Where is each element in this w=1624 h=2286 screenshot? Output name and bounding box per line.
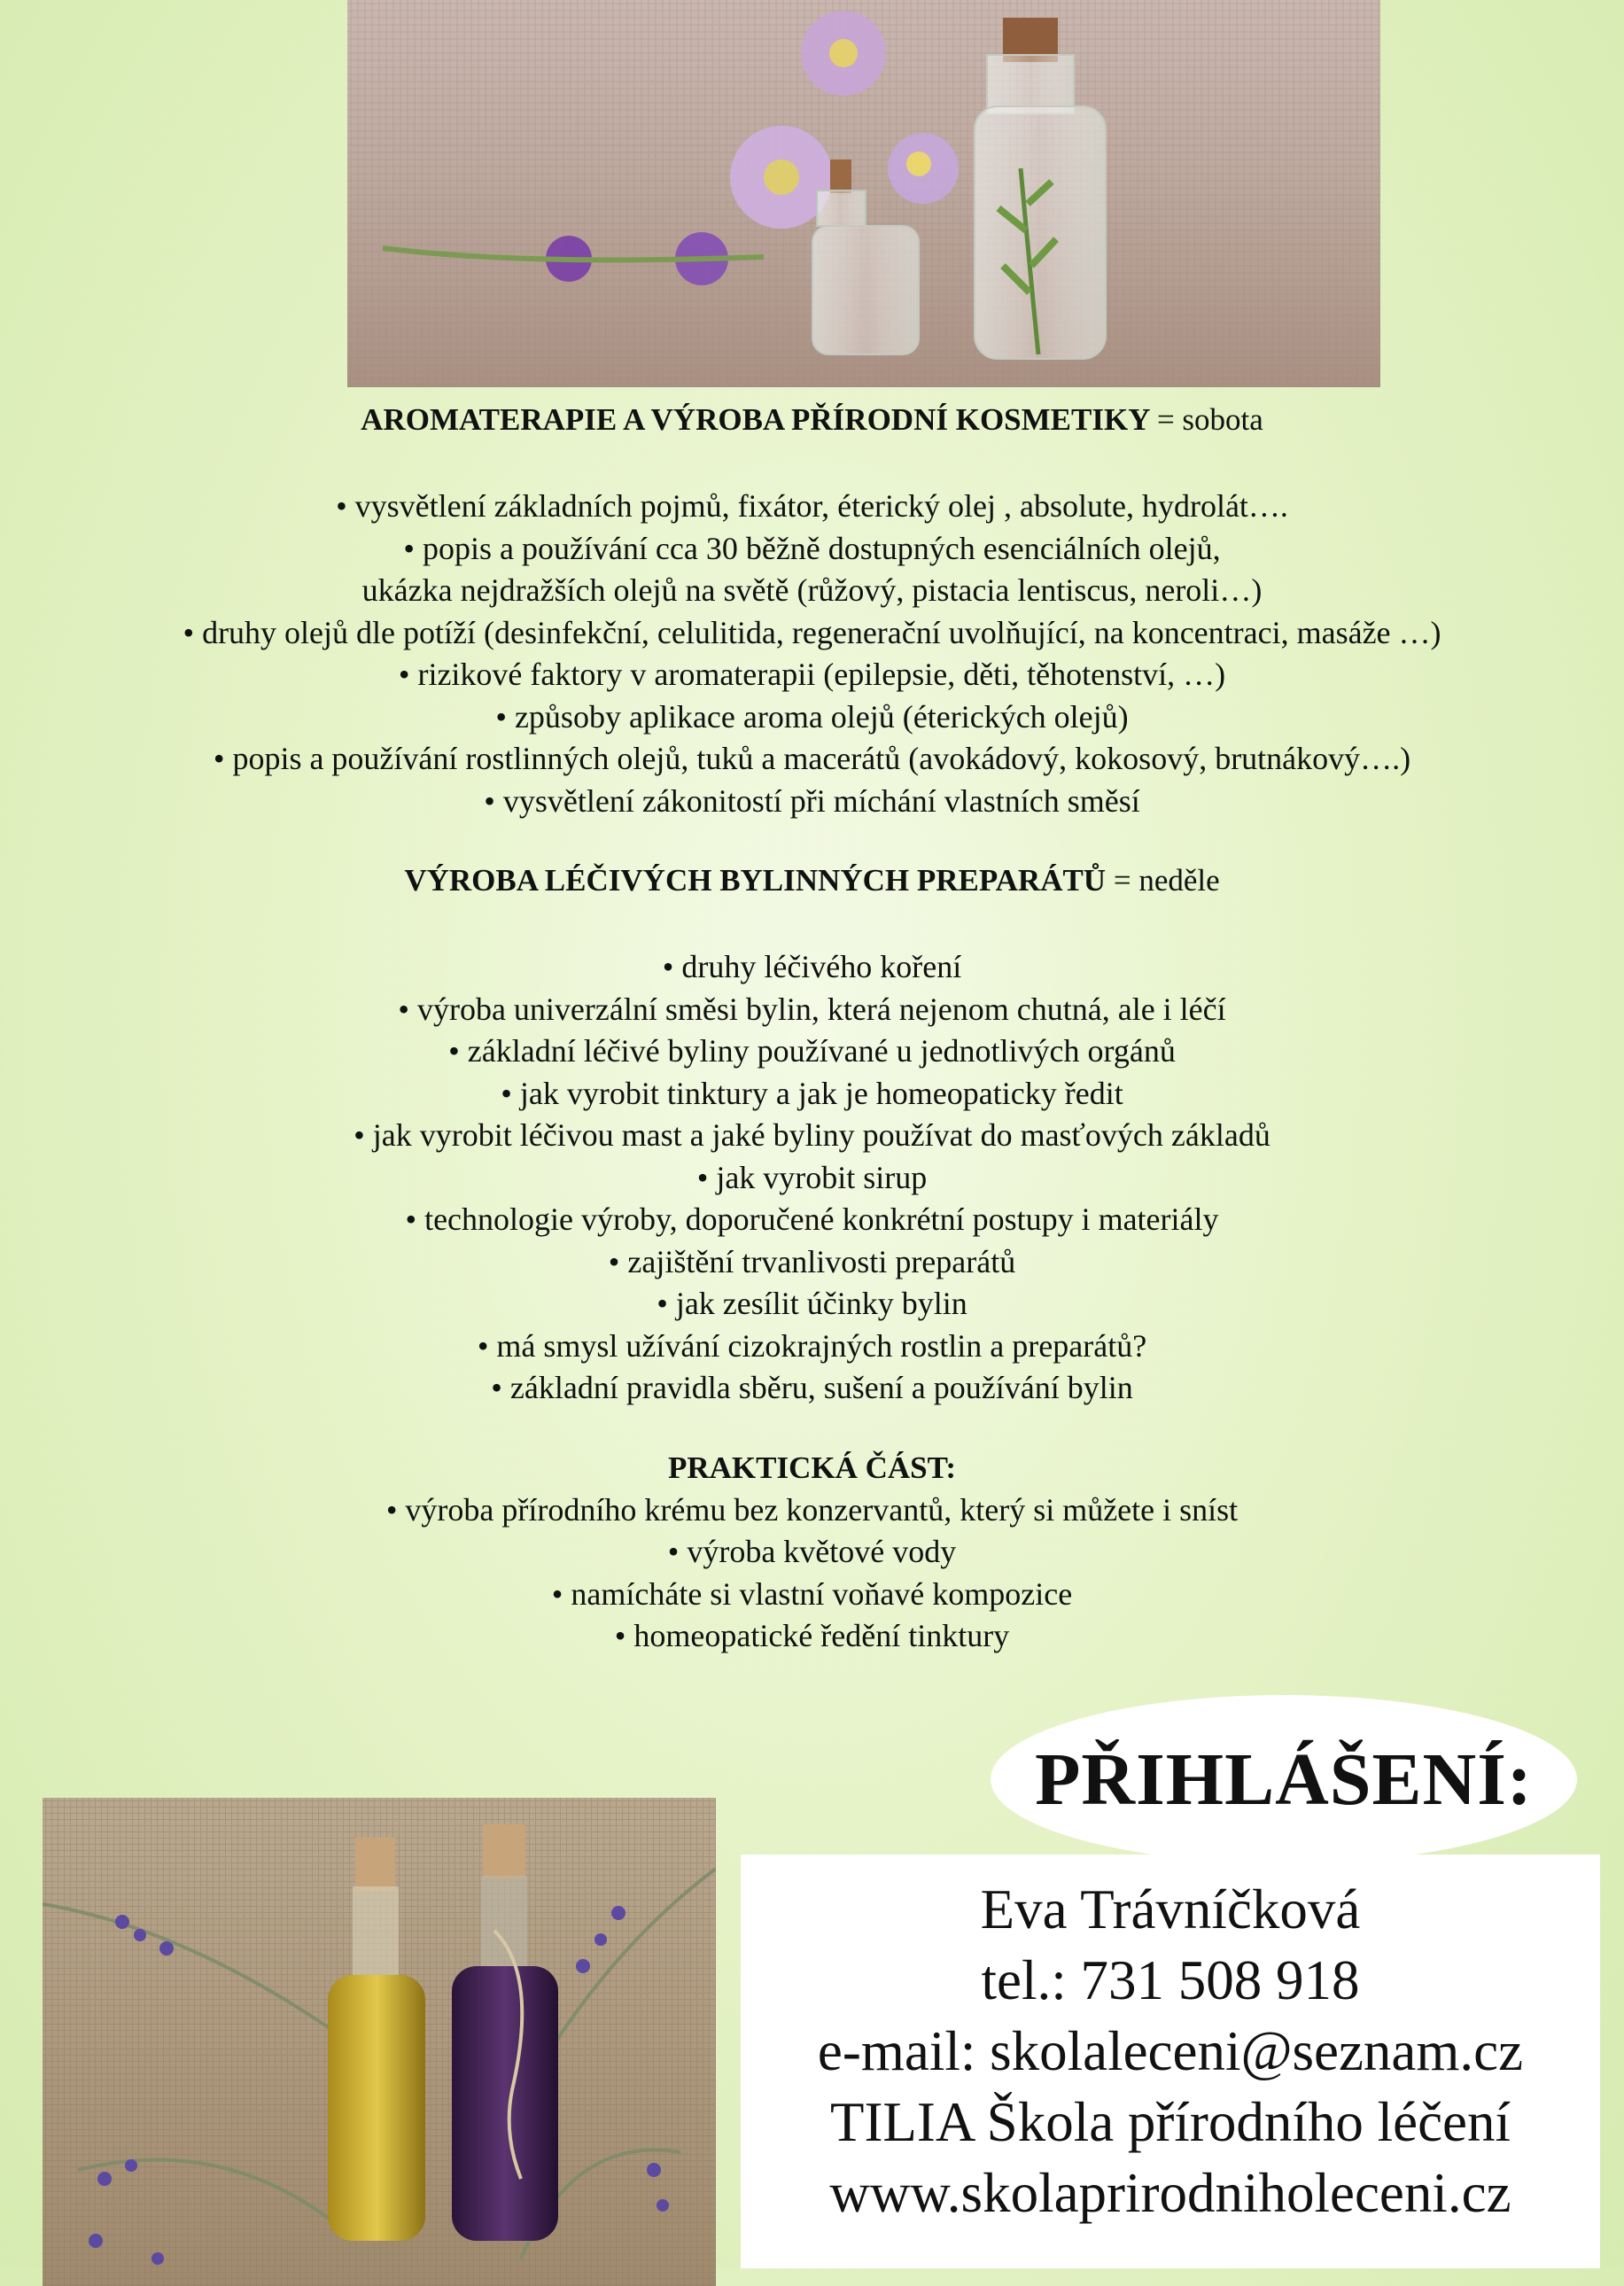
list-item: • popis a používání rostlinných olejů, tuků a macerátů (avokádový, kokosový, brutnákový….) (0, 738, 1624, 781)
list-item: • namícháte si vlastní voňavé kompozice (0, 1574, 1624, 1616)
list-item: • výroba přírodního krému bez konzervantů, který si můžete i sníst (0, 1489, 1624, 1532)
contact-box (741, 1854, 1600, 2268)
program-content (0, 399, 1624, 1658)
list-item: ukázka nejdražších olejů na světě (růžový, pistacia lentiscus, neroli…) (361, 572, 1263, 608)
list-item: • popis a používání cca 30 běžně dostupných esenciálních olejů, (0, 528, 1624, 571)
contact-school: TILIA Škola přírodního léčení (829, 2091, 1511, 2153)
list-item: • výroba univerzální směsi bylin, která nejenom chutná, ale i léčí (0, 989, 1624, 1031)
contact-phone[interactable]: tel.: 731 508 918 (981, 1949, 1360, 2011)
list-item: • základní léčivé byliny používané u jednotlivých orgánů (0, 1030, 1624, 1073)
signup-oval (991, 1695, 1577, 1863)
contact-email[interactable]: e-mail: skolaleceni@seznam.cz (817, 2020, 1524, 2082)
list-item: • jak vyrobit léčivou mast a jaké byliny používat do masťových základů (0, 1115, 1624, 1157)
section3-list (0, 1489, 1624, 1658)
section2-title: VÝROBA LÉČIVÝCH BYLINNÝCH PREPARÁTŮ (404, 863, 1107, 898)
section1-list (0, 486, 1624, 822)
list-item: • výroba květové vody (0, 1531, 1624, 1574)
list-item: • technologie výroby, doporučené konkrétní postupy i materiály (0, 1199, 1624, 1241)
contact-website[interactable]: www.skolaprirodniholeceni.cz (829, 2162, 1511, 2224)
section3-heading: PRAKTICKÁ ČÁST: (667, 1450, 957, 1485)
list-item: • zajištění trvanlivosti preparátů (0, 1241, 1624, 1284)
essential-oils-photo (347, 0, 1380, 387)
section1-title: AROMATERAPIE A VÝROBA PŘÍRODNÍ KOSMETIKY (361, 402, 1150, 437)
list-item: • homeopatické ředění tinktury (0, 1615, 1624, 1658)
section2-heading (0, 859, 1624, 902)
list-item: • vysvětlení základních pojmů, fixátor, éterický olej , absolute, hydrolát…. (0, 486, 1624, 528)
list-item: • vysvětlení zákonitostí při míchání vlastních směsí (0, 781, 1624, 823)
list-item: • jak vyrobit sirup (0, 1157, 1624, 1200)
section1-day: = sobota (1156, 402, 1263, 437)
list-item: • druhy olejů dle potíží (desinfekční, celulitida, regenerační uvolňující, na koncentraci, masáže …) (0, 612, 1624, 655)
list-item: • jak vyrobit tinktury a jak je homeopaticky ředit (0, 1073, 1624, 1116)
list-item: • způsoby aplikace aroma olejů (éterických olejů) (0, 696, 1624, 739)
section1-heading (0, 399, 1624, 441)
list-item: • základní pravidla sběru, sušení a používání bylin (0, 1367, 1624, 1410)
contact-name: Eva Trávníčková (980, 1878, 1361, 1940)
list-item: • rizikové faktory v aromaterapii (epilepsie, děti, těhotenství, …) (0, 654, 1624, 696)
list-item: • druhy léčivého koření (0, 946, 1624, 989)
section2-day: = neděle (1113, 863, 1220, 898)
section2-list (0, 946, 1624, 1410)
list-item: • má smysl užívání cizokrajných rostlin a preparátů? (0, 1326, 1624, 1368)
lavender-oils-photo (43, 1798, 716, 2286)
signup-title: PŘIHLÁŠENÍ: (1035, 1738, 1533, 1821)
list-item: • jak zesílit účinky bylin (0, 1283, 1624, 1326)
